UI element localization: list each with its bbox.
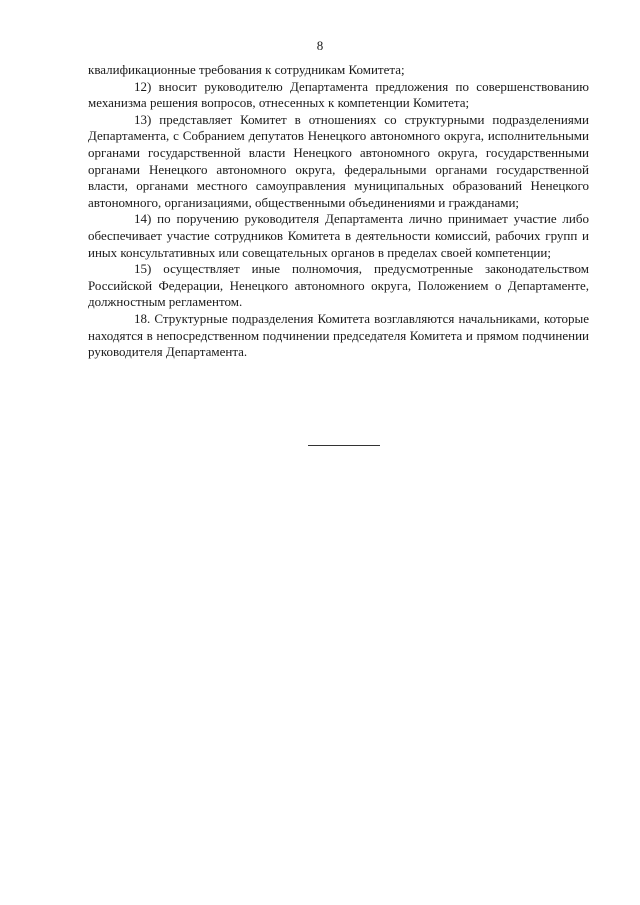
paragraph-continuation: квалификационные требования к сотрудникам Комитета;: [88, 62, 405, 77]
paragraph-section-18: 18. Структурные подразделения Комитета возглавляются начальниками, которые находятся в непосредственном подчинении председателя Комитета и прямом подчинении руководителя Департамента.: [88, 310, 589, 360]
paragraph-item-14: 14) по поручению руководителя Департамента лично принимает участие либо обеспечивает участие сотрудников Комитета в деятельности комиссий, рабочих групп и иных консультативных или совещательных органов в пределах своей компетенции;: [88, 211, 589, 260]
paragraph-item-12: 12) вносит руководителю Департамента предложения по совершенствованию механизма решения вопросов, отнесенных к компетенции Комитета;: [88, 78, 589, 111]
document-body: [88, 62, 589, 361]
end-of-document-rule: [308, 445, 380, 446]
paragraph-item-13: 13) представляет Комитет в отношениях со структурными подразделениями Департамента, с Собранием депутатов Ненецкого автономного округа, исполнительными органами государственной власти Ненецкого автономного округа, государственными органами Ненецкого автономного округа, федеральными органами государственной власти, органами местного самоуправления муниципальных образований Ненецкого автономного, организациями, общественными объединениями и гражданами;: [88, 111, 589, 210]
page-number: 8: [316, 38, 324, 53]
paragraph-item-15: 15) осуществляет иные полномочия, предусмотренные законодательством Российской Федерации, Ненецкого автономного округа, Положением о Департаменте, должностным регламентом.: [88, 261, 589, 310]
